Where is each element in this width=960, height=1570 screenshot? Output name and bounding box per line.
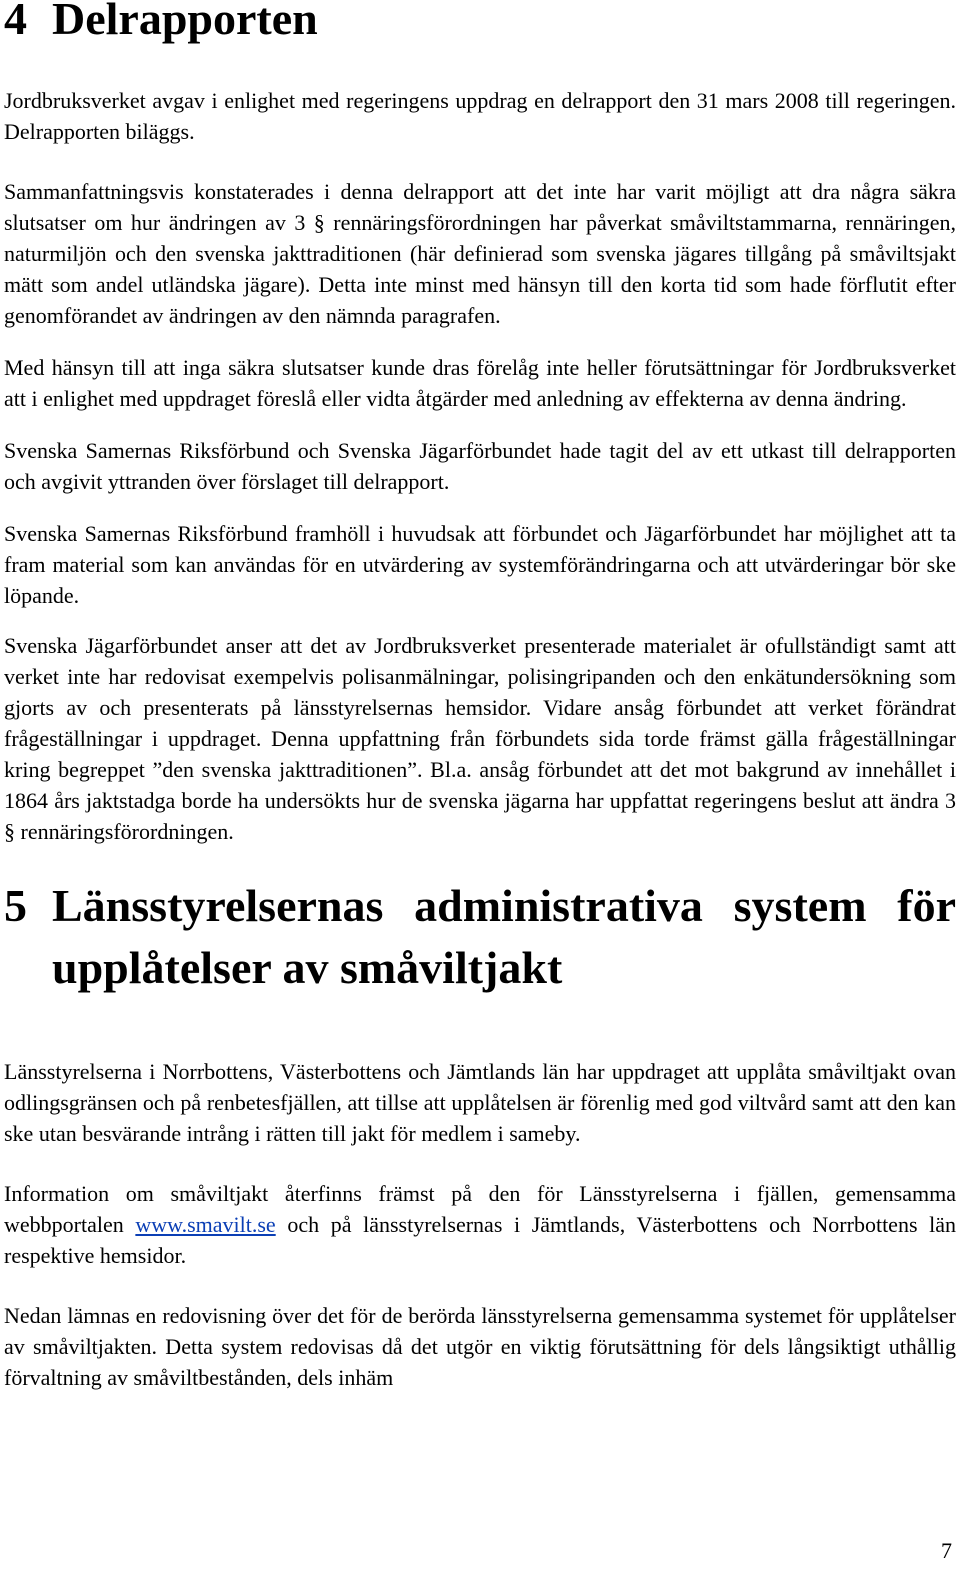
paragraph: Sammanfattningsvis konstaterades i denna delrapport att det inte har varit möjligt att dra några säkra slutsatser om hur ändringen av 3 § rennäringsförordningen har påverkat småviltstammarna, rennäringen, naturmiljön och den svenska jakttraditionen (här definierad som svenska jägares tillgång på småviltsjakt mätt som andel utländska jägare). Detta inte minst med hänsyn till den korta tid som hade förflutit efter genomförandet av ändringen av den nämnda paragrafen.: [4, 179, 956, 328]
paragraph-text: Information om småviltjakt återfinns främst på den för Länsstyrelserna i fjällen, gemensamma webbportalen: [4, 1181, 956, 1237]
paragraph: Länsstyrelserna i Norrbottens, Västerbottens och Jämtlands län har uppdraget att upplåta småviltjakt ovan odlingsgränsen och på renbetesfjällen, att tillse att upplåtelsen är förenlig med god viltvård samt att den kan ske utan besvärande intrång i rätten till jakt för medlem i sameby.: [4, 1059, 956, 1146]
smavilt-link[interactable]: www.smavilt.se: [135, 1212, 276, 1237]
paragraph-text: och på länsstyrelsernas i Jämtlands, Västerbottens och Norrbottens län respektive hemsidor.: [4, 1212, 956, 1268]
document-page: [4, 0, 956, 1393]
paragraph: Svenska Samernas Riksförbund framhöll i huvudsak att förbundet och Jägarförbundet har möjlighet att ta fram material som kan användas för en utvärdering av systemförändringarna och att utvärderingar bör ske löpande.: [4, 521, 956, 608]
section-5-title: Länsstyrelsernas administrativa system för upplåtelser av småviltjakt: [52, 880, 956, 993]
section-4-title: Delrapporten: [52, 0, 318, 44]
section-5-heading: [4, 875, 956, 999]
paragraph-with-link: [4, 1178, 956, 1271]
paragraph: Med hänsyn till att inga säkra slutsatser kunde dras förelåg inte heller förutsättningar för Jordbruksverket att i enlighet med uppdraget föreslå eller vidta åtgärder med anledning av effekterna av denna ändring.: [4, 355, 956, 411]
page-number: 7: [941, 1538, 952, 1563]
paragraph: Jordbruksverket avgav i enlighet med regeringens uppdrag en delrapport den 31 mars 2008 till regeringen. Delrapporten biläggs.: [4, 88, 956, 144]
section-4-number: 4: [4, 0, 27, 44]
paragraph: Svenska Samernas Riksförbund och Svenska Jägarförbundet hade tagit del av ett utkast till delrapporten och avgivit yttranden över förslaget till delrapport.: [4, 438, 956, 494]
paragraph: Nedan lämnas en redovisning över det för de berörda länsstyrelserna gemensamma systemet för upplåtelser av småviltjakten. Detta system redovisas då det utgör en viktig förutsättning för dels långsiktigt uthållig förvaltning av småviltbestånden, dels inhäm: [4, 1303, 956, 1390]
paragraph: Svenska Jägarförbundet anser att det av Jordbruksverket presenterade materialet är ofullständigt samt att verket inte har redovisat exempelvis polisanmälningar, polisingripanden och den enkätundersökning som gjorts av och presenterats på länsstyrelsernas hemsidor. Vidare ansåg förbundet att verket förändrat frågeställningar i uppdraget. Denna uppfattning från förbundets sida torde främst gälla frågeställningar kring begreppet ”den svenska jakttraditionen”. Bl.a. ansåg förbundet att det mot bakgrund av innehållet i 1864 års jaktstadga borde ha undersökts hur de svenska jägarna har uppfattat regeringens beslut att ändra 3 § rennäringsförordningen.: [4, 633, 956, 844]
section-5-number: 5: [4, 880, 27, 931]
section-4-heading: [4, 0, 956, 42]
